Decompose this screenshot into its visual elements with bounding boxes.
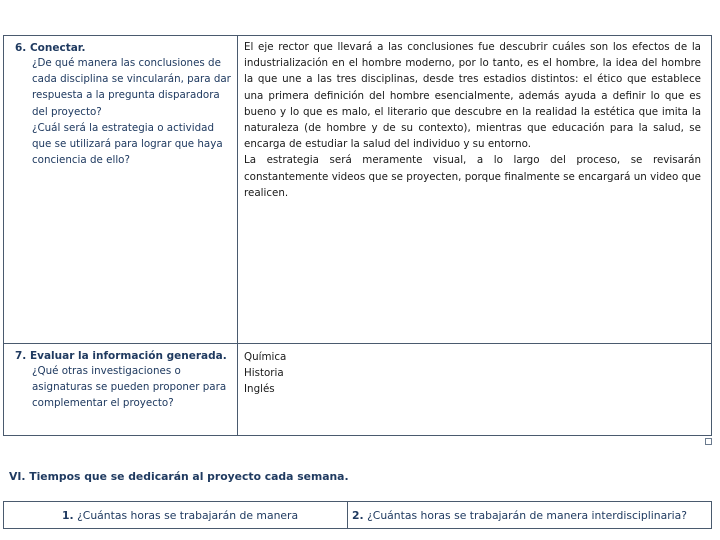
item-number: 2. [352,508,364,522]
hours-table [3,501,712,529]
evaluate-question-cell [4,344,238,436]
hours-header-cell-1[interactable] [4,502,348,529]
project-table [3,35,712,436]
connect-answer-text [244,39,701,201]
table-resize-handle[interactable] [705,438,712,445]
hours-header-cell-2[interactable] [348,502,712,529]
section-7-question: ¿Qué otras investigaciones o asignaturas se pueden proponer para complementar el proyecto? [32,365,227,410]
table-row-connect [4,36,712,344]
list-item: Historia [244,367,284,379]
evaluate-answer-cell[interactable] [238,344,712,436]
item-number: 1. [62,508,74,522]
hours-question-1: ¿Cuántas horas se trabajarán de manera [77,508,299,522]
answer-paragraph-2: La estrategia será meramente visual, a lo largo del proceso, se revisarán constantemente videos que se proyecten, porque finalmente se encargará un video que realicen. [244,154,701,199]
answer-paragraph-1: El eje rector que llevará a las conclusiones fue descubrir cuáles son los efectos de la industrialización en el hombre moderno, por lo tanto, es el hombre, la idea del hombre la que une a las tres disciplinas, desde tres estadios distintos: el ético que establece una primera definición del hombre esencialmente, además ayuda a definir lo que es bueno y lo que es malo, el literario que descubre en la realidad la estética que imita la naturaleza (de hombre y de su contexto), mientras que educación para la salud, se encarga de estudiar la salud del individuo y su entorno. [244,41,701,151]
subject-list [244,349,711,397]
connect-question-cell [4,36,238,344]
section-6-question-2: ¿Cuál será la estrategia o actividad que se utilizará para lograr que haya conciencia de ello? [32,121,223,167]
list-item: Inglés [244,383,275,395]
section-6-question-1: ¿De qué manera las conclusiones de cada disciplina se vincularán, para dar respuesta a la pregunta disparadora del proyecto? [32,57,231,118]
section-6-title: 6. Conectar. [15,42,86,54]
table-row-evaluate [4,344,712,436]
connect-answer-cell[interactable] [238,36,712,344]
section-vi-heading: VI. Tiempos que se dedicarán al proyecto cada semana. [9,470,349,483]
list-item: Química [244,351,287,363]
section-7-title: 7. Evaluar la información generada. [15,350,227,362]
table-row [4,502,712,529]
hours-question-2: ¿Cuántas horas se trabajarán de manera interdisciplinaria? [367,508,688,522]
